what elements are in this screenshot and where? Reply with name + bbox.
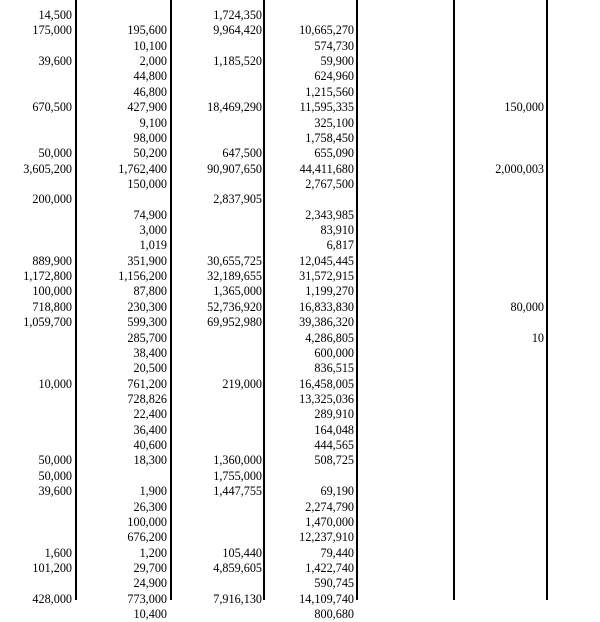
table-cell: 100,000 xyxy=(127,514,167,529)
table-cell: 16,458,005 xyxy=(299,376,354,391)
table-cell: 285,700 xyxy=(127,330,167,345)
table-cell: 655,090 xyxy=(314,146,354,161)
table-cell: 7,916,130 xyxy=(213,591,262,606)
table-cell: 1,758,450 xyxy=(305,130,354,145)
table-cell: 79,440 xyxy=(320,545,354,560)
table-cell: 889,900 xyxy=(32,253,72,268)
table-cell: 50,000 xyxy=(38,453,72,468)
table-row xyxy=(0,438,600,453)
table-cell: 2,000 xyxy=(139,54,167,69)
table-cell: 200,000 xyxy=(32,192,72,207)
table-cell: 1,059,700 xyxy=(23,315,72,330)
table-row xyxy=(0,300,600,315)
table-row xyxy=(0,500,600,515)
table-cell: 59,900 xyxy=(320,54,354,69)
table-row xyxy=(0,8,600,23)
table-cell: 1,724,350 xyxy=(213,8,262,22)
table-cell: 2,837,905 xyxy=(213,192,262,207)
table-cell: 44,800 xyxy=(133,69,167,84)
table-row xyxy=(0,515,600,530)
table-cell: 1,019 xyxy=(139,238,167,253)
table-row xyxy=(0,146,600,161)
table-row xyxy=(0,469,600,484)
table-cell: 10,100 xyxy=(133,38,167,53)
table-cell: 1,199,270 xyxy=(305,284,354,299)
table-row xyxy=(0,607,600,622)
table-cell: 444,565 xyxy=(314,438,354,453)
table-cell: 9,964,420 xyxy=(213,23,262,38)
table-cell: 1,422,740 xyxy=(305,560,354,575)
table-cell: 50,000 xyxy=(38,468,72,483)
table-row xyxy=(0,131,600,146)
table-row xyxy=(0,254,600,269)
numeric-table xyxy=(0,8,600,622)
table-cell: 1,365,000 xyxy=(213,284,262,299)
table-cell: 351,900 xyxy=(127,253,167,268)
table-cell: 18,469,290 xyxy=(207,100,262,115)
table-cell: 87,800 xyxy=(133,284,167,299)
table-cell: 164,048 xyxy=(314,422,354,437)
table-cell: 175,000 xyxy=(32,23,72,38)
table-cell: 50,200 xyxy=(133,146,167,161)
table-cell: 13,325,036 xyxy=(299,391,354,406)
table-cell: 761,200 xyxy=(127,376,167,391)
table-cell: 289,910 xyxy=(314,407,354,422)
table-row xyxy=(0,423,600,438)
table-cell: 4,286,805 xyxy=(305,330,354,345)
table-cell: 46,800 xyxy=(133,84,167,99)
table-cell: 11,595,335 xyxy=(299,100,354,115)
table-row xyxy=(0,592,600,607)
table-row xyxy=(0,530,600,545)
table-cell: 670,500 xyxy=(32,100,72,115)
table-cell: 22,400 xyxy=(133,407,167,422)
table-cell: 16,833,830 xyxy=(299,299,354,314)
table-cell: 1,755,000 xyxy=(213,468,262,483)
table-cell: 2,000,003 xyxy=(495,161,544,176)
table-row xyxy=(0,69,600,84)
table-cell: 1,470,000 xyxy=(305,514,354,529)
table-row xyxy=(0,116,600,131)
table-row xyxy=(0,407,600,422)
table-row xyxy=(0,177,600,192)
table-cell: 10,665,270 xyxy=(299,23,354,38)
table-cell: 10 xyxy=(531,330,544,345)
table-cell: 1,360,000 xyxy=(213,453,262,468)
table-cell: 9,100 xyxy=(139,115,167,130)
table-row xyxy=(0,361,600,376)
table-cell: 26,300 xyxy=(133,499,167,514)
table-cell: 36,400 xyxy=(133,422,167,437)
table-cell: 1,185,520 xyxy=(213,54,262,69)
table-cell: 2,343,985 xyxy=(305,207,354,222)
table-row xyxy=(0,453,600,468)
table-row xyxy=(0,377,600,392)
table-cell: 800,680 xyxy=(314,607,354,622)
table-cell: 1,447,755 xyxy=(213,484,262,499)
table-row xyxy=(0,546,600,561)
table-cell: 69,952,980 xyxy=(207,315,262,330)
table-cell: 74,900 xyxy=(133,207,167,222)
table-cell: 195,600 xyxy=(127,23,167,38)
table-cell: 1,172,800 xyxy=(23,269,72,284)
table-row xyxy=(0,54,600,69)
table-cell: 50,000 xyxy=(38,146,72,161)
table-cell: 574,730 xyxy=(314,38,354,53)
table-cell: 230,300 xyxy=(127,299,167,314)
table-cell: 590,745 xyxy=(314,576,354,591)
table-cell: 836,515 xyxy=(314,361,354,376)
table-cell: 728,826 xyxy=(127,391,167,406)
table-cell: 3,605,200 xyxy=(23,161,72,176)
table-cell: 24,900 xyxy=(133,576,167,591)
table-row xyxy=(0,269,600,284)
table-cell: 44,411,680 xyxy=(299,161,354,176)
table-cell: 718,800 xyxy=(32,299,72,314)
table-cell: 1,900 xyxy=(139,484,167,499)
table-cell: 10,000 xyxy=(38,376,72,391)
table-cell: 39,386,320 xyxy=(299,315,354,330)
table-row xyxy=(0,85,600,100)
table-cell: 32,189,655 xyxy=(207,269,262,284)
table-row xyxy=(0,576,600,591)
table-cell: 150,000 xyxy=(504,100,544,115)
table-row xyxy=(0,561,600,576)
table-cell: 29,700 xyxy=(133,560,167,575)
table-cell: 1,762,400 xyxy=(118,161,167,176)
table-row xyxy=(0,392,600,407)
table-cell: 2,767,500 xyxy=(305,176,354,191)
table-cell: 39,600 xyxy=(38,54,72,69)
table-row xyxy=(0,23,600,38)
table-row xyxy=(0,315,600,330)
table-cell: 105,440 xyxy=(222,545,262,560)
table-row xyxy=(0,284,600,299)
table-cell: 2,274,790 xyxy=(305,499,354,514)
table-cell: 31,572,915 xyxy=(299,269,354,284)
table-row xyxy=(0,238,600,253)
table-cell: 18,300 xyxy=(133,453,167,468)
table-row xyxy=(0,484,600,499)
table-cell: 69,190 xyxy=(320,484,354,499)
table-cell: 12,045,445 xyxy=(299,253,354,268)
table-cell: 676,200 xyxy=(127,530,167,545)
table-cell: 1,200 xyxy=(139,545,167,560)
table-cell: 100,000 xyxy=(32,284,72,299)
table-cell: 600,000 xyxy=(314,345,354,360)
table-cell: 427,900 xyxy=(127,100,167,115)
table-cell: 12,237,910 xyxy=(299,530,354,545)
table-cell: 98,000 xyxy=(133,130,167,145)
table-cell: 599,300 xyxy=(127,315,167,330)
table-row xyxy=(0,223,600,238)
table-cell: 773,000 xyxy=(127,591,167,606)
table-cell: 14,500 xyxy=(38,8,72,22)
table-row xyxy=(0,39,600,54)
table-cell: 20,500 xyxy=(133,361,167,376)
table-cell: 1,156,200 xyxy=(118,269,167,284)
table-cell: 38,400 xyxy=(133,345,167,360)
table-cell: 40,600 xyxy=(133,438,167,453)
table-cell: 1,215,560 xyxy=(305,84,354,99)
table-cell: 10,400 xyxy=(133,607,167,622)
table-cell: 80,000 xyxy=(510,299,544,314)
table-cell: 428,000 xyxy=(32,591,72,606)
table-cell: 624,960 xyxy=(314,69,354,84)
table-row xyxy=(0,162,600,177)
table-cell: 6,817 xyxy=(326,238,354,253)
table-cell: 39,600 xyxy=(38,484,72,499)
table-row xyxy=(0,192,600,207)
table-cell: 150,000 xyxy=(127,176,167,191)
table-cell: 101,200 xyxy=(32,560,72,575)
table-cell: 90,907,650 xyxy=(207,161,262,176)
table-cell: 1,600 xyxy=(44,545,72,560)
table-row xyxy=(0,208,600,223)
table-cell: 30,655,725 xyxy=(207,253,262,268)
table-cell: 52,736,920 xyxy=(207,299,262,314)
table-cell: 83,910 xyxy=(320,223,354,238)
table-cell: 14,109,740 xyxy=(299,591,354,606)
table-row xyxy=(0,346,600,361)
table-cell: 325,100 xyxy=(314,115,354,130)
table-cell: 647,500 xyxy=(222,146,262,161)
table-row xyxy=(0,100,600,115)
table-cell: 508,725 xyxy=(314,453,354,468)
table-cell: 4,859,605 xyxy=(213,560,262,575)
table-cell: 3,000 xyxy=(139,223,167,238)
table-cell: 219,000 xyxy=(222,376,262,391)
table-row xyxy=(0,331,600,346)
